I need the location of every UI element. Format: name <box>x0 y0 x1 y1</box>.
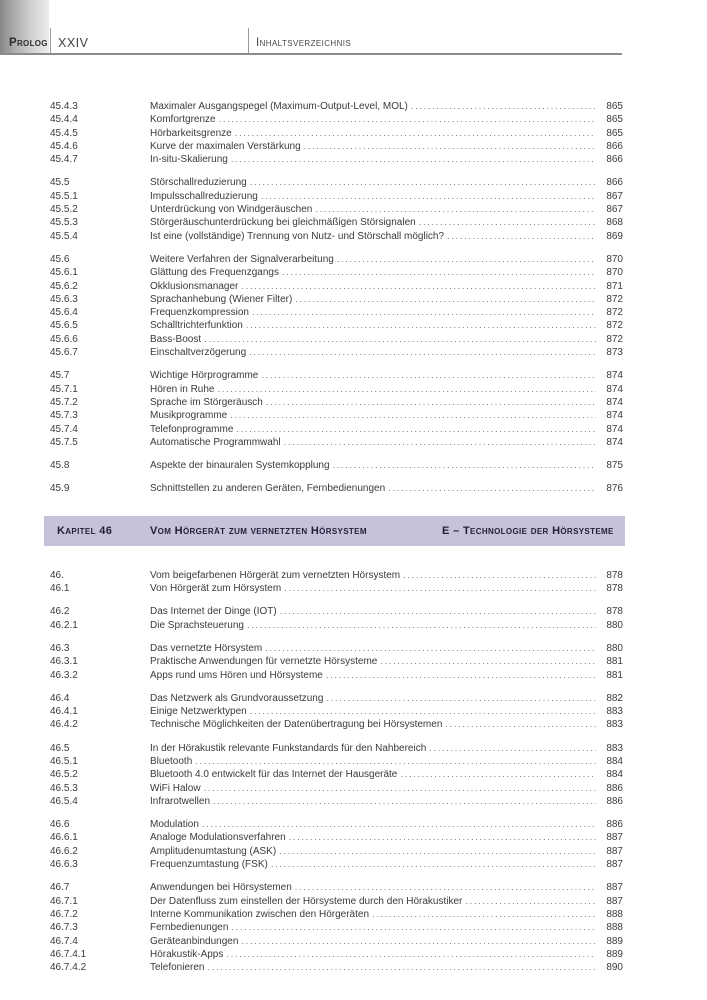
toc-entry-title: In der Hörakustik relevante Funkstandards für den Nahbereich <box>150 742 427 754</box>
toc-leader-dots <box>337 253 596 266</box>
toc-entry-title: Interne Kommunikation zwischen den Hörgeräten <box>150 908 370 920</box>
toc-entry <box>50 692 623 705</box>
toc-entry-page: 874 <box>606 436 623 448</box>
toc-entry-page: 874 <box>606 396 623 408</box>
toc-entry <box>50 881 623 894</box>
toc-entry-page: 881 <box>606 656 623 668</box>
toc-entry-title: Anwendungen bei Hörsystemen <box>150 882 292 894</box>
toc-entry-page: 872 <box>606 333 623 345</box>
toc-entry-title: Vom beigefarbenen Hörgerät zum vernetzten Hörsystem <box>150 569 401 581</box>
toc-leader-dots <box>249 346 596 359</box>
toc-entry-page: 887 <box>606 859 623 871</box>
toc-entry-title: Komfortgrenze <box>150 114 216 126</box>
toc-entry <box>50 127 623 140</box>
toc-entry-page: 876 <box>606 483 623 495</box>
toc-entry <box>50 582 623 595</box>
toc-entry-number: 45.6.2 <box>50 280 78 292</box>
toc-leader-dots <box>231 921 596 934</box>
toc-entry-title: Musikprogramme <box>150 410 228 422</box>
toc-entry <box>50 293 623 306</box>
toc-entry-page: 868 <box>606 217 623 229</box>
toc-entry-number: 45.6.3 <box>50 293 78 305</box>
toc-group <box>50 459 623 472</box>
toc-entry-page: 870 <box>606 253 623 265</box>
toc-entry-number: 45.4.5 <box>50 127 78 139</box>
toc-entry-number: 45.8 <box>50 460 70 472</box>
toc-entry-page: 886 <box>606 795 623 807</box>
toc-leader-dots <box>235 127 596 140</box>
toc-leader-dots <box>388 482 596 495</box>
toc-entry <box>50 921 623 934</box>
toc-entry-page: 867 <box>606 190 623 202</box>
toc-entry <box>50 190 623 203</box>
toc-section-46 <box>50 569 623 975</box>
toc-leader-dots <box>271 858 596 871</box>
toc-entry-page: 867 <box>606 204 623 216</box>
toc-entry-title: Infrarotwellen <box>150 795 211 807</box>
toc-entry-title: Sprache im Störgeräusch <box>150 396 263 408</box>
toc-entry-number: 45.7.2 <box>50 396 78 408</box>
toc-entry-page: 878 <box>606 606 623 618</box>
toc-leader-dots <box>284 436 596 449</box>
toc-entry-page: 874 <box>606 410 623 422</box>
toc-entry <box>50 333 623 346</box>
toc-entry-title: Das Internet der Dinge (IOT) <box>150 606 277 618</box>
toc-entry-number: 46.1 <box>50 583 70 595</box>
toc-entry-number: 45.5.2 <box>50 204 78 216</box>
toc-entry-title: Geräteanbindungen <box>150 935 239 947</box>
toc-entry-number: 46.7.1 <box>50 895 78 907</box>
toc-leader-dots <box>217 383 596 396</box>
toc-entry <box>50 948 623 961</box>
toc-entry <box>50 908 623 921</box>
toc-entry <box>50 383 623 396</box>
toc-leader-dots <box>266 396 596 409</box>
toc-entry-title: Bluetooth <box>150 755 193 767</box>
toc-entry <box>50 369 623 382</box>
toc-group <box>50 253 623 359</box>
toc-entry-title: Unterdrückung von Windgeräuschen <box>150 204 313 216</box>
toc-entry-page: 886 <box>606 782 623 794</box>
toc-entry-title: Bluetooth 4.0 entwickelt für das Internet der Hausgeräte <box>150 769 398 781</box>
toc-leader-dots <box>247 619 596 632</box>
toc-leader-dots <box>400 768 596 781</box>
toc-entry <box>50 319 623 332</box>
toc-group <box>50 692 623 732</box>
toc-entry <box>50 831 623 844</box>
toc-entry-number: 46.7.2 <box>50 908 78 920</box>
toc-leader-dots <box>250 176 596 189</box>
toc-entry <box>50 306 623 319</box>
toc-entry <box>50 482 623 495</box>
toc-entry-title: Das vernetzte Hörsystem <box>150 642 263 654</box>
toc-entry-number: 46.7.4 <box>50 935 78 947</box>
toc-leader-dots <box>226 948 596 961</box>
toc-entry-number: 46.7.3 <box>50 922 78 934</box>
toc-leader-dots <box>279 845 596 858</box>
toc-leader-dots <box>204 782 596 795</box>
toc-entry-page: 875 <box>606 460 623 472</box>
toc-entry-title: Telefonprogramme <box>150 423 234 435</box>
toc-entry-page: 887 <box>606 832 623 844</box>
toc-entry-title: Modulation <box>150 819 199 831</box>
toc-entry-page: 890 <box>606 962 623 974</box>
toc-group <box>50 482 623 495</box>
toc-entry <box>50 100 623 113</box>
toc-leader-dots <box>219 113 596 126</box>
toc-entry <box>50 619 623 632</box>
toc-entry-page: 866 <box>606 140 623 152</box>
toc-entry <box>50 845 623 858</box>
toc-entry-title: Amplitudenumtastung (ASK) <box>150 845 277 857</box>
toc-group <box>50 818 623 871</box>
toc-entry-title: Automatische Programmwahl <box>150 436 281 448</box>
toc-entry-number: 46.7 <box>50 882 70 894</box>
toc-entry <box>50 935 623 948</box>
toc-entry-title: Praktische Anwendungen für vernetzte Hörsysteme <box>150 656 378 668</box>
chapter-banner-title: Vom Hörgerät zum vernetzten Hörsystem <box>150 524 367 537</box>
toc-entry-page: 887 <box>606 895 623 907</box>
toc-entry <box>50 858 623 871</box>
toc-leader-dots <box>207 961 596 974</box>
toc-leader-dots <box>419 216 596 229</box>
toc-leader-dots <box>236 423 596 436</box>
toc-entry-number: 46. <box>50 569 64 581</box>
toc-entry-title: Weitere Verfahren der Signalverarbeitung <box>150 253 334 265</box>
toc-entry-number: 46.2 <box>50 606 70 618</box>
toc-entry-page: 865 <box>606 114 623 126</box>
toc-entry-title: Glättung des Frequenzgangs <box>150 267 279 279</box>
toc-entry-page: 872 <box>606 293 623 305</box>
toc-leader-dots <box>295 293 596 306</box>
toc-leader-dots <box>241 280 596 293</box>
toc-entry-number: 46.2.1 <box>50 619 78 631</box>
toc-leader-dots <box>252 306 596 319</box>
toc-entry-page: 865 <box>606 127 623 139</box>
toc-entry-number: 45.6.6 <box>50 333 78 345</box>
toc-entry-page: 880 <box>606 619 623 631</box>
toc-entry-page: 872 <box>606 307 623 319</box>
toc-entry-title: Fernbedienungen <box>150 922 229 934</box>
toc-entry-page: 883 <box>606 719 623 731</box>
toc-entry-title: Von Hörgerät zum Hörsystem <box>150 583 282 595</box>
toc-entry-page: 873 <box>606 347 623 359</box>
toc-leader-dots <box>246 319 596 332</box>
toc-leader-dots <box>295 881 596 894</box>
toc-entry-number: 46.4 <box>50 692 70 704</box>
toc-entry-title: Die Sprachsteuerung <box>150 619 244 631</box>
toc-entry-page: 878 <box>606 569 623 581</box>
toc-entry-page: 884 <box>606 769 623 781</box>
toc-entry-page: 874 <box>606 383 623 395</box>
toc-entry <box>50 755 623 768</box>
toc-entry-page: 865 <box>606 101 623 112</box>
toc-leader-dots <box>326 692 596 705</box>
toc-entry-number: 45.7 <box>50 370 70 382</box>
toc-leader-dots <box>250 705 596 718</box>
toc-leader-dots <box>403 569 596 582</box>
toc-leader-dots <box>202 818 596 831</box>
toc-group <box>50 100 623 166</box>
toc-entry <box>50 346 623 359</box>
toc-entry-number: 46.4.2 <box>50 719 78 731</box>
toc-leader-dots <box>429 742 596 755</box>
toc-entry-page: 881 <box>606 669 623 681</box>
toc-entry-number: 45.7.1 <box>50 383 78 395</box>
toc-group <box>50 569 623 596</box>
header-divider-2 <box>248 28 249 54</box>
toc-entry <box>50 140 623 153</box>
toc-entry-page: 889 <box>606 935 623 947</box>
toc-entry <box>50 818 623 831</box>
toc-leader-dots <box>261 369 596 382</box>
chapter-banner-part: E – Technologie der Hörsysteme <box>442 524 614 537</box>
toc-entry <box>50 280 623 293</box>
toc-leader-dots <box>289 831 596 844</box>
toc-leader-dots <box>282 266 596 279</box>
toc-entry-title: Impulsschallreduzierung <box>150 190 258 202</box>
toc-entry-page: 880 <box>606 642 623 654</box>
toc-entry-number: 46.3.2 <box>50 669 78 681</box>
toc-leader-dots <box>380 655 596 668</box>
toc-entry-page: 886 <box>606 819 623 831</box>
toc-entry-title: Analoge Modulationsverfahren <box>150 832 286 844</box>
toc-entry-number: 45.6.7 <box>50 347 78 359</box>
toc-entry-title: Hörbarkeitsgrenze <box>150 127 232 139</box>
toc-entry <box>50 605 623 618</box>
toc-entry-number: 45.4.7 <box>50 154 78 166</box>
toc-entry <box>50 768 623 781</box>
toc-entry-page: 882 <box>606 692 623 704</box>
toc-leader-dots <box>411 100 596 113</box>
toc-group <box>50 881 623 974</box>
toc-entry-title: Sprachanhebung (Wiener Filter) <box>150 293 293 305</box>
toc-entry <box>50 569 623 582</box>
toc-entry-page: 866 <box>606 177 623 189</box>
toc-entry-page: 887 <box>606 845 623 857</box>
toc-entry-page: 869 <box>606 230 623 242</box>
toc-entry <box>50 216 623 229</box>
toc-content <box>50 100 623 984</box>
toc-entry-number: 46.5.3 <box>50 782 78 794</box>
chapter-banner-kapitel: Kapitel 46 <box>57 524 113 537</box>
toc-entry-title: Störgeräuschunterdrückung bei gleichmäßigen Störsignalen <box>150 217 416 229</box>
running-title: Inhaltsverzeichnis <box>256 37 352 49</box>
toc-entry-number: 45.7.4 <box>50 423 78 435</box>
toc-entry <box>50 705 623 718</box>
toc-entry <box>50 718 623 731</box>
toc-entry-number: 45.4.4 <box>50 114 78 126</box>
toc-entry-number: 46.5.4 <box>50 795 78 807</box>
toc-entry-number: 46.5 <box>50 742 70 754</box>
toc-entry-page: 883 <box>606 742 623 754</box>
toc-entry-title: In-situ-Skalierung <box>150 154 228 166</box>
toc-leader-dots <box>231 153 596 166</box>
toc-entry-title: Maximaler Ausgangspegel (Maximum-Output-Level, MOL) <box>150 101 408 112</box>
toc-entry <box>50 176 623 189</box>
toc-entry <box>50 459 623 472</box>
toc-entry-title: Ist eine (vollständige) Trennung von Nutz- und Störschall möglich? <box>150 230 445 242</box>
toc-entry-number: 46.7.4.2 <box>50 962 87 974</box>
toc-entry-number: 45.9 <box>50 483 70 495</box>
toc-entry-number: 46.3 <box>50 642 70 654</box>
toc-group <box>50 742 623 808</box>
toc-entry-page: 887 <box>606 882 623 894</box>
toc-leader-dots <box>372 908 596 921</box>
toc-entry-number: 45.4.3 <box>50 101 78 112</box>
toc-entry-title: Telefonieren <box>150 962 205 974</box>
toc-entry-number: 46.6.3 <box>50 859 78 871</box>
toc-entry <box>50 409 623 422</box>
toc-entry <box>50 253 623 266</box>
toc-entry-title: Aspekte der binauralen Systemkopplung <box>150 460 330 472</box>
toc-entry-number: 46.6 <box>50 819 70 831</box>
toc-entry-number: 45.5.1 <box>50 190 78 202</box>
toc-entry-number: 45.6 <box>50 253 70 265</box>
toc-entry-title: Störschallreduzierung <box>150 177 247 189</box>
toc-entry <box>50 895 623 908</box>
toc-entry-number: 46.5.1 <box>50 755 78 767</box>
toc-entry-title: Frequenzumtastung (FSK) <box>150 859 268 871</box>
toc-entry-title: Schalltrichterfunktion <box>150 320 243 332</box>
toc-leader-dots <box>230 409 596 422</box>
toc-group <box>50 176 623 242</box>
toc-entry <box>50 153 623 166</box>
toc-entry <box>50 961 623 974</box>
toc-entry-title: Das Netzwerk als Grundvoraussetzung <box>150 692 324 704</box>
toc-leader-dots <box>241 935 596 948</box>
toc-leader-dots <box>333 459 596 472</box>
toc-entry-number: 46.6.2 <box>50 845 78 857</box>
toc-entry-page: 870 <box>606 267 623 279</box>
toc-entry-number: 46.3.1 <box>50 656 78 668</box>
toc-entry <box>50 669 623 682</box>
toc-entry-title: Einige Netzwerktypen <box>150 706 247 718</box>
toc-entry-number: 45.7.5 <box>50 436 78 448</box>
toc-group <box>50 369 623 449</box>
toc-entry-title: Bass-Boost <box>150 333 202 345</box>
toc-entry-title: Kurve der maximalen Verstärkung <box>150 140 301 152</box>
toc-entry-number: 45.4.6 <box>50 140 78 152</box>
toc-entry-number: 45.5.3 <box>50 217 78 229</box>
toc-entry-title: Wichtige Hörprogramme <box>150 370 259 382</box>
toc-leader-dots <box>195 755 596 768</box>
toc-entry-title: WiFi Halow <box>150 782 201 794</box>
toc-group <box>50 642 623 682</box>
toc-entry-number: 46.7.4.1 <box>50 948 87 960</box>
toc-entry-title: Einschaltverzögerung <box>150 347 247 359</box>
chapter-banner <box>44 516 625 546</box>
toc-entry-page: 889 <box>606 948 623 960</box>
toc-leader-dots <box>265 642 596 655</box>
toc-group <box>50 605 623 632</box>
toc-entry-page: 884 <box>606 755 623 767</box>
toc-entry <box>50 782 623 795</box>
toc-entry <box>50 795 623 808</box>
toc-entry <box>50 655 623 668</box>
toc-leader-dots <box>465 895 596 908</box>
toc-entry-number: 46.5.2 <box>50 769 78 781</box>
toc-entry-page: 866 <box>606 154 623 166</box>
toc-entry-title: Hören in Ruhe <box>150 383 215 395</box>
toc-entry-number: 46.4.1 <box>50 706 78 718</box>
toc-entry-title: Hörakustik-Apps <box>150 948 224 960</box>
toc-entry <box>50 230 623 243</box>
toc-leader-dots <box>304 140 596 153</box>
toc-leader-dots <box>280 605 596 618</box>
toc-leader-dots <box>447 230 596 243</box>
toc-entry-page: 872 <box>606 320 623 332</box>
toc-entry-number: 46.6.1 <box>50 832 78 844</box>
toc-entry-number: 45.5.4 <box>50 230 78 242</box>
toc-entry-title: Technische Möglichkeiten der Datenübertragung bei Hörsystemen <box>150 719 443 731</box>
toc-entry <box>50 436 623 449</box>
toc-entry <box>50 742 623 755</box>
toc-entry-number: 45.6.5 <box>50 320 78 332</box>
toc-entry <box>50 642 623 655</box>
toc-entry-page: 874 <box>606 370 623 382</box>
toc-entry-page: 874 <box>606 423 623 435</box>
prolog-label: Prolog <box>9 37 48 49</box>
toc-entry <box>50 396 623 409</box>
toc-entry-title: Der Datenfluss zum einstellen der Hörsysteme durch den Hörakustiker <box>150 895 463 907</box>
toc-leader-dots <box>315 203 596 216</box>
toc-entry-title: Schnittstellen zu anderen Geräten, Fernbedienungen <box>150 483 386 495</box>
toc-leader-dots <box>284 582 596 595</box>
toc-leader-dots <box>445 718 596 731</box>
toc-leader-dots <box>204 333 596 346</box>
toc-entry-number: 45.6.1 <box>50 267 78 279</box>
page-number-roman: XXIV <box>58 36 89 50</box>
toc-entry-page: 888 <box>606 908 623 920</box>
toc-entry <box>50 203 623 216</box>
toc-entry-page: 878 <box>606 583 623 595</box>
toc-leader-dots <box>261 190 596 203</box>
toc-section-45 <box>50 100 623 496</box>
toc-entry-page: 888 <box>606 922 623 934</box>
toc-entry-number: 45.7.3 <box>50 410 78 422</box>
toc-entry-page: 871 <box>606 280 623 292</box>
header-rule <box>0 53 622 55</box>
toc-entry <box>50 423 623 436</box>
toc-leader-dots <box>326 669 596 682</box>
toc-entry-title: Frequenzkompression <box>150 307 249 319</box>
toc-entry <box>50 113 623 126</box>
toc-entry <box>50 266 623 279</box>
toc-entry-number: 45.5 <box>50 177 70 189</box>
toc-leader-dots <box>213 795 596 808</box>
toc-entry-page: 883 <box>606 706 623 718</box>
toc-entry-title: Okklusionsmanager <box>150 280 239 292</box>
header-divider-1 <box>50 28 51 54</box>
toc-entry-number: 45.6.4 <box>50 307 78 319</box>
toc-entry-title: Apps rund ums Hören und Hörsysteme <box>150 669 323 681</box>
